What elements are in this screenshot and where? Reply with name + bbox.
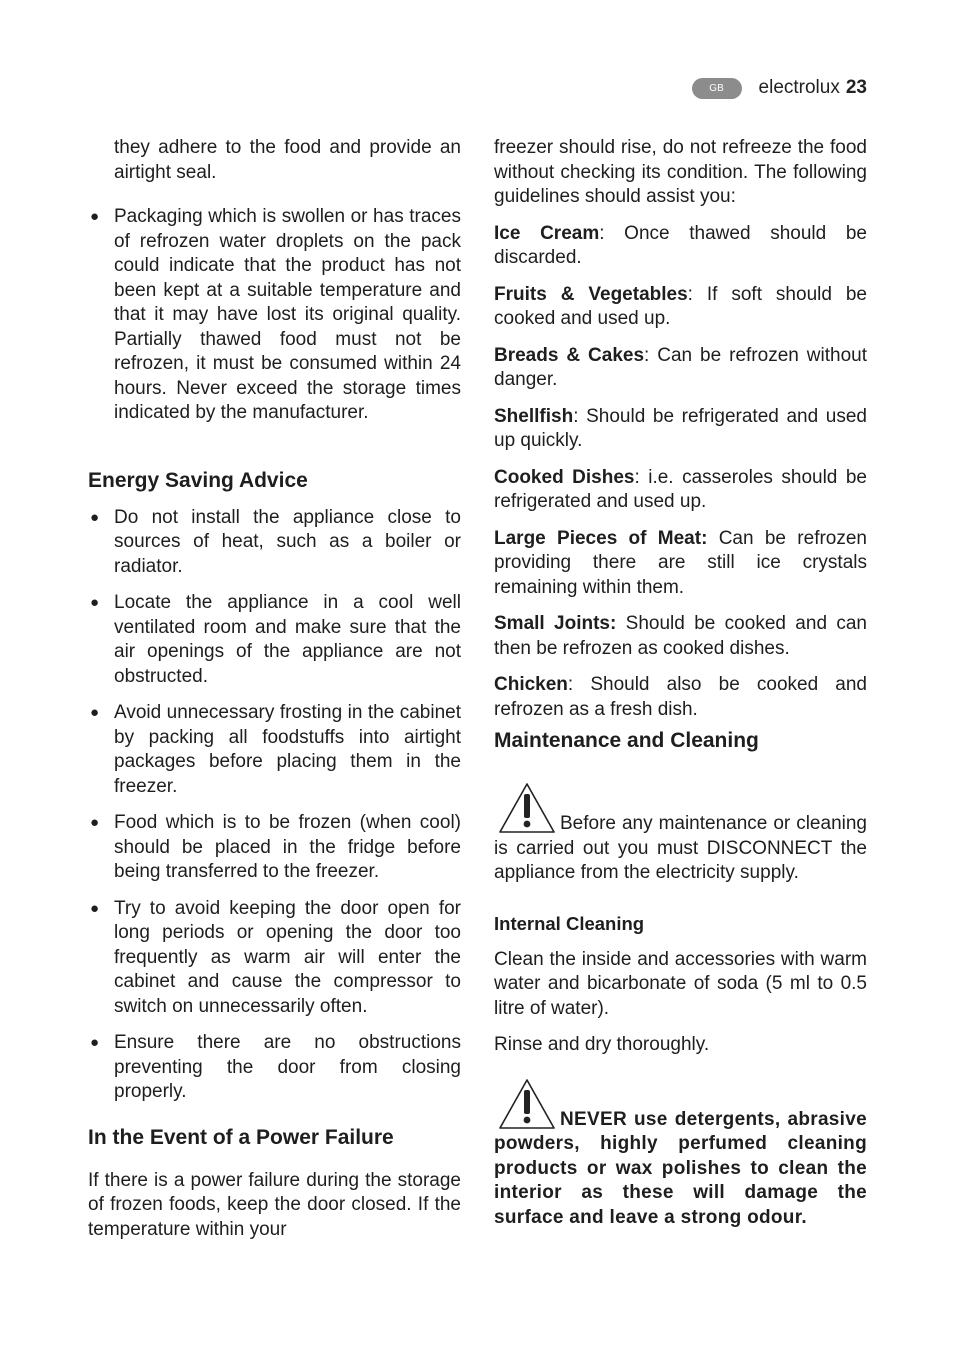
maintenance-heading: Maintenance and Cleaning	[494, 729, 759, 752]
guideline-text: : Should also be cooked and refrozen as a fresh dish.	[494, 674, 867, 720]
list-item-text: Packaging which is swollen or has traces of refrozen water droplets on the pack could indicate that the product has not been kept at a suitable temperature and that it may have lost its original quality. Partially thawed food must not be refrozen, it must be consumed within 24 hours. Never exceed the storage times indicated by the manufacturer.	[114, 206, 461, 423]
list-item	[88, 701, 461, 799]
internal-cleaning-text: Clean the inside and accessories with warm water and bicarbonate of soda (5 ml to 0.5 litre of water).	[494, 948, 867, 1019]
guideline-item	[494, 612, 867, 661]
continued-text: freezer should rise, do not refreeze the food without checking its condition. The following guidelines should assist you:	[494, 137, 867, 207]
guideline-term: Cooked Dishes	[494, 466, 635, 488]
warning-text: NEVER use detergents, abrasive powders, highly perfumed cleaning products or wax polishes to clean the interior as these will damage the surface and leave a strong odour.	[494, 1108, 867, 1228]
language-badge: GB	[692, 78, 742, 99]
guideline-item	[494, 222, 867, 271]
list-item	[88, 205, 461, 426]
guideline-term: Breads & Cakes	[494, 344, 645, 366]
power-failure-heading: In the Event of a Power Failure	[88, 1125, 394, 1149]
list-item-text: Ensure there are no obstructions preventing the door from closing properly.	[114, 1032, 461, 1102]
bullet-icon: ●	[90, 899, 100, 917]
right-column	[494, 136, 867, 1242]
warning-triangle-icon	[498, 782, 556, 836]
list-item	[88, 811, 461, 885]
energy-saving-heading: Energy Saving Advice	[88, 468, 308, 492]
guideline-text: : i.e. casseroles should be refrigerated and used up.	[494, 466, 867, 512]
warning-triangle-icon	[498, 1078, 556, 1132]
guideline-term: Large Pieces of Meat:	[494, 527, 708, 549]
list-item-text: Food which is to be frozen (when cool) should be placed in the fridge before being transferred to the freezer.	[114, 812, 461, 882]
guideline-term: Chicken	[494, 674, 568, 695]
guideline-item	[494, 344, 867, 393]
energy-saving-list	[88, 506, 461, 1105]
list-item	[88, 897, 461, 1020]
guideline-item	[494, 466, 867, 515]
guideline-term: Shellfish	[494, 405, 574, 427]
storage-list	[88, 205, 461, 426]
guideline-text: : If soft should be cooked and used up.	[494, 283, 867, 329]
guideline-term: Ice Cream	[494, 222, 600, 244]
warning-text: Before any maintenance or cleaning is carried out you must DISCONNECT the appliance from the electricity supply.	[494, 813, 867, 883]
bullet-icon: ●	[90, 1034, 100, 1051]
list-item-text: Locate the appliance in a cool well ventilated room and make sure that the air openings of the appliance are not obstructed.	[114, 592, 461, 687]
guideline-text: Can be refrozen providing there are still ice crystals remaining within them.	[494, 527, 867, 598]
warning-disconnect	[494, 782, 867, 886]
page-number: 23	[845, 77, 867, 98]
guideline-term: Fruits & Vegetables	[494, 283, 688, 305]
page-header	[692, 74, 867, 102]
power-failure-text: If there is a power failure during the storage of frozen foods, keep the door closed. If the temperature within your	[88, 1169, 461, 1240]
guideline-item	[494, 405, 867, 454]
bullet-icon: ●	[90, 208, 100, 225]
internal-cleaning-heading: Internal Cleaning	[494, 912, 645, 934]
list-item	[88, 591, 461, 689]
list-item	[88, 1031, 461, 1105]
list-item-text: Try to avoid keeping the door open for long periods or opening the door too frequently as warm air will enter the cabinet and cause the compressor to switch on unnecessarily often.	[114, 897, 461, 1017]
guideline-item	[494, 527, 867, 601]
guideline-term: Small Joints:	[494, 613, 617, 634]
guideline-text: Should be cooked and can then be refrozen as cooked dishes.	[494, 613, 867, 659]
list-item-text: Do not install the appliance close to sources of heat, such as a boiler or radiator.	[114, 506, 461, 577]
guideline-item	[494, 283, 867, 332]
list-item-text: Avoid unnecessary frosting in the cabinet by packing all foodstuffs into airtight packages before placing them in the freezer.	[114, 702, 461, 797]
guideline-text: : Once thawed should be discarded.	[494, 222, 867, 268]
warning-detergents	[494, 1078, 867, 1231]
bullet-icon: ●	[90, 594, 100, 611]
list-item	[88, 506, 461, 580]
bullet-icon: ●	[90, 704, 100, 721]
left-column	[88, 136, 461, 1254]
brand-name: electrolux	[758, 77, 840, 98]
guideline-item	[494, 673, 867, 722]
bullet-icon: ●	[90, 508, 100, 526]
bullet-icon: ●	[90, 814, 100, 831]
rinse-text: Rinse and dry thoroughly.	[494, 1034, 710, 1055]
continued-text: they adhere to the food and provide an airtight seal.	[114, 137, 461, 183]
guideline-text: : Can be refrozen without danger.	[494, 344, 867, 390]
guideline-text: : Should be refrigerated and used up quickly.	[494, 405, 867, 451]
